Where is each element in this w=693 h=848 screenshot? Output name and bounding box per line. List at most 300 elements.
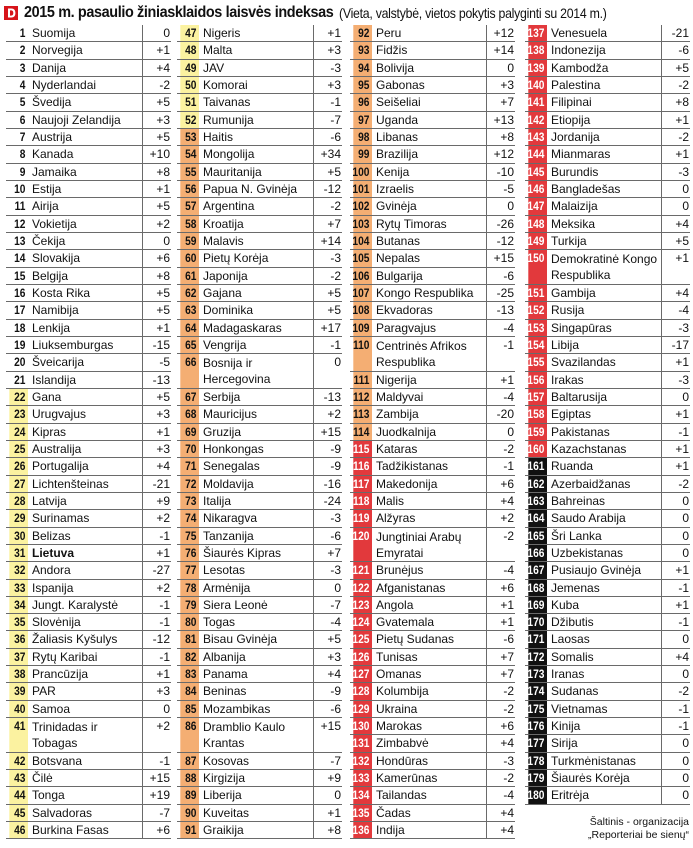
rank-cell: 101 bbox=[353, 181, 372, 197]
table-row bbox=[6, 597, 171, 614]
rank-cell: 33 bbox=[9, 580, 28, 596]
source-line-2: „Reporteriai be sienų“ bbox=[588, 828, 689, 841]
rank-change: 0 bbox=[682, 528, 689, 543]
rank-change: +1 bbox=[327, 805, 341, 820]
table-row bbox=[6, 94, 171, 111]
rank-change: +3 bbox=[156, 684, 170, 699]
country-name: Ekvadoras bbox=[372, 302, 487, 318]
rank-change: 0 bbox=[507, 424, 514, 439]
rank-cell: 127 bbox=[353, 666, 372, 682]
country-name: Somalis bbox=[547, 649, 662, 665]
country-name: Lietuva bbox=[28, 545, 143, 561]
rank-cell: 123 bbox=[353, 597, 372, 613]
rank-cell: 154 bbox=[528, 337, 547, 353]
rank-cell: 11 bbox=[9, 198, 28, 214]
rank-cell: 56 bbox=[180, 181, 199, 197]
table-row bbox=[177, 389, 342, 406]
country-name: Rytų Timoras bbox=[372, 216, 487, 232]
rank-change: +19 bbox=[149, 788, 170, 803]
country-name: Kosovas bbox=[199, 753, 314, 769]
rank-change: +2 bbox=[500, 511, 514, 526]
rank-change: +5 bbox=[156, 95, 170, 110]
rank-change: -25 bbox=[496, 285, 514, 300]
table-row bbox=[6, 285, 171, 302]
country-name: Japonija bbox=[199, 268, 314, 284]
country-name: Pusiaujo Gvinėja bbox=[547, 562, 662, 578]
rank-change: -1 bbox=[503, 459, 514, 474]
country-name: Sirija bbox=[547, 735, 662, 751]
table-row bbox=[525, 285, 690, 302]
table-row bbox=[177, 94, 342, 111]
country-name: Mauricijus bbox=[199, 406, 314, 422]
country-name: Komorai bbox=[199, 77, 314, 93]
country-name: Tonga bbox=[28, 787, 143, 803]
country-name: Urugvajus bbox=[28, 406, 143, 422]
country-name: Danija bbox=[28, 60, 143, 76]
country-name: Kongo Respublika bbox=[372, 285, 487, 301]
country-name: Burkina Fasas bbox=[28, 822, 143, 838]
country-name: Samoa bbox=[28, 701, 143, 717]
table-row bbox=[6, 216, 171, 233]
rank-change: +1 bbox=[675, 407, 689, 422]
table-row bbox=[350, 320, 515, 337]
rank-change: +4 bbox=[675, 649, 689, 664]
rank-change: -6 bbox=[503, 268, 514, 283]
country-name: Šiaurės Korėja bbox=[547, 770, 662, 786]
table-row bbox=[6, 683, 171, 700]
country-name: Kambodža bbox=[547, 60, 662, 76]
table-row bbox=[350, 822, 515, 839]
rank-change: +5 bbox=[156, 389, 170, 404]
rank-change: +2 bbox=[327, 407, 341, 422]
rank-change: -3 bbox=[330, 60, 341, 75]
rank-change: +1 bbox=[675, 441, 689, 456]
rank-cell: 95 bbox=[353, 77, 372, 93]
rank-cell: 122 bbox=[353, 580, 372, 596]
rank-change: -1 bbox=[330, 95, 341, 110]
country-name: Kipras bbox=[28, 424, 143, 440]
country-name: Turkmėnistanas bbox=[547, 753, 662, 769]
table-row bbox=[177, 822, 342, 839]
rank-change: +3 bbox=[327, 77, 341, 92]
table-row bbox=[177, 597, 342, 614]
rank-cell: 108 bbox=[353, 302, 372, 318]
rank-change: +5 bbox=[675, 60, 689, 75]
rank-cell: 140 bbox=[528, 77, 547, 93]
rank-cell: 179 bbox=[528, 770, 547, 786]
country-name: Pietų Sudanas bbox=[372, 631, 487, 647]
country-name: Gabonas bbox=[372, 77, 487, 93]
rank-cell: 68 bbox=[180, 406, 199, 422]
table-row bbox=[177, 683, 342, 700]
table-row bbox=[177, 510, 342, 527]
table-row bbox=[350, 250, 515, 267]
rank-change: +1 bbox=[675, 597, 689, 612]
rank-change: -2 bbox=[330, 199, 341, 214]
rank-cell: 112 bbox=[353, 389, 372, 405]
rank-cell: 18 bbox=[9, 320, 28, 336]
country-name: Vengrija bbox=[199, 337, 314, 353]
rank-cell: 59 bbox=[180, 233, 199, 249]
table-row bbox=[177, 406, 342, 423]
table-row bbox=[177, 129, 342, 146]
table-row bbox=[350, 476, 515, 493]
rank-cell: 17 bbox=[9, 302, 28, 318]
rank-change: -3 bbox=[330, 251, 341, 266]
rank-cell: 69 bbox=[180, 424, 199, 440]
table-row bbox=[350, 510, 515, 527]
rank-change: +2 bbox=[156, 216, 170, 231]
table-row bbox=[350, 718, 515, 735]
table-row bbox=[525, 649, 690, 666]
rank-change: +7 bbox=[327, 545, 341, 560]
country-name: Maldyvai bbox=[372, 389, 487, 405]
country-name: Kanada bbox=[28, 146, 143, 162]
rank-change: +6 bbox=[500, 580, 514, 595]
table-row bbox=[525, 25, 690, 42]
rank-cell: 15 bbox=[9, 268, 28, 284]
table-row bbox=[350, 233, 515, 250]
country-name: Kroatija bbox=[199, 216, 314, 232]
rank-cell: 155 bbox=[528, 354, 547, 370]
country-name: Bolivija bbox=[372, 60, 487, 76]
country-name: Pietų Korėja bbox=[199, 250, 314, 266]
rank-change: -3 bbox=[678, 320, 689, 335]
rank-change: -1 bbox=[159, 615, 170, 630]
rank-cell: 43 bbox=[9, 770, 28, 786]
rank-change: 0 bbox=[682, 771, 689, 786]
rank-change: -26 bbox=[496, 216, 514, 231]
table-row bbox=[6, 406, 171, 423]
country-name: Haitis bbox=[199, 129, 314, 145]
rank-cell: 96 bbox=[353, 94, 372, 110]
country-name: Bangladešas bbox=[547, 181, 662, 197]
country-name: Juodkalnija bbox=[372, 424, 487, 440]
rank-cell: 3 bbox=[9, 60, 28, 76]
rank-change: -12 bbox=[496, 233, 514, 248]
country-name: Liuksemburgas bbox=[28, 337, 143, 353]
rank-change: -17 bbox=[671, 337, 689, 352]
rank-cell: 51 bbox=[180, 94, 199, 110]
country-name: Egiptas bbox=[547, 406, 662, 422]
country-name: Hondūras bbox=[372, 753, 487, 769]
rank-change: +1 bbox=[500, 597, 514, 612]
rank-cell: 91 bbox=[180, 822, 199, 838]
country-name: Uzbekistanas bbox=[547, 545, 662, 561]
rank-cell: 25 bbox=[9, 441, 28, 457]
rank-cell: 73 bbox=[180, 493, 199, 509]
country-name: JAV bbox=[199, 60, 314, 76]
rank-cell: 90 bbox=[180, 805, 199, 821]
rank-cell: 151 bbox=[528, 285, 547, 301]
country-name: Andora bbox=[28, 562, 143, 578]
rank-change: +5 bbox=[156, 303, 170, 318]
rank-cell: 105 bbox=[353, 250, 372, 266]
rank-cell: 103 bbox=[353, 216, 372, 232]
table-row bbox=[525, 545, 690, 562]
ranking-column-4 bbox=[525, 25, 690, 805]
rank-change: 0 bbox=[682, 736, 689, 751]
country-name: Argentina bbox=[199, 198, 314, 214]
country-name: Burundis bbox=[547, 164, 662, 180]
rank-cell: 168 bbox=[528, 580, 547, 596]
table-row bbox=[177, 476, 342, 493]
table-row bbox=[350, 77, 515, 94]
rank-change: -7 bbox=[330, 753, 341, 768]
table-row bbox=[525, 718, 690, 735]
rank-change: +6 bbox=[156, 251, 170, 266]
rank-cell: 21 bbox=[9, 372, 28, 388]
rank-change: +6 bbox=[500, 719, 514, 734]
table-row bbox=[350, 424, 515, 441]
rank-change: +7 bbox=[500, 95, 514, 110]
table-row bbox=[525, 787, 690, 804]
rank-cell: 180 bbox=[528, 787, 547, 803]
rank-change: +1 bbox=[675, 147, 689, 162]
rank-change: +4 bbox=[327, 667, 341, 682]
table-row bbox=[6, 320, 171, 337]
country-name: Rytų Karibai bbox=[28, 649, 143, 665]
table-row bbox=[525, 198, 690, 215]
rank-cell: 8 bbox=[9, 146, 28, 162]
table-row bbox=[177, 631, 342, 648]
country-name: Dramblio Kaulo Krantas bbox=[199, 718, 314, 752]
rank-cell: 64 bbox=[180, 320, 199, 336]
table-row bbox=[6, 666, 171, 683]
country-name: Eritrėja bbox=[547, 787, 662, 803]
table-row bbox=[6, 787, 171, 804]
rank-change: 0 bbox=[163, 26, 170, 40]
country-name: Portugalija bbox=[28, 458, 143, 474]
table-row bbox=[350, 528, 515, 563]
rank-change: +5 bbox=[327, 303, 341, 318]
table-row bbox=[350, 631, 515, 648]
table-row bbox=[6, 198, 171, 215]
table-row bbox=[6, 129, 171, 146]
country-name: Ukraina bbox=[372, 701, 487, 717]
rank-cell: 44 bbox=[9, 787, 28, 803]
rank-cell: 93 bbox=[353, 42, 372, 58]
country-name: Sudanas bbox=[547, 683, 662, 699]
rank-cell: 165 bbox=[528, 528, 547, 544]
rank-change: +12 bbox=[493, 147, 514, 162]
rank-change: -1 bbox=[503, 337, 514, 352]
rank-change: +1 bbox=[156, 181, 170, 196]
rank-cell: 177 bbox=[528, 735, 547, 751]
table-row bbox=[177, 216, 342, 233]
rank-cell: 57 bbox=[180, 198, 199, 214]
country-name: Malta bbox=[199, 42, 314, 58]
rank-cell: 176 bbox=[528, 718, 547, 734]
country-name: Indija bbox=[372, 822, 487, 838]
table-row bbox=[177, 250, 342, 267]
table-row bbox=[525, 631, 690, 648]
rank-cell: 75 bbox=[180, 528, 199, 544]
table-row bbox=[525, 146, 690, 163]
rank-cell: 142 bbox=[528, 112, 547, 128]
rank-change: +3 bbox=[327, 43, 341, 58]
rank-cell: 13 bbox=[9, 233, 28, 249]
country-name: Butanas bbox=[372, 233, 487, 249]
rank-cell: 113 bbox=[353, 406, 372, 422]
country-name: Kamerūnas bbox=[372, 770, 487, 786]
rank-cell: 58 bbox=[180, 216, 199, 232]
table-row bbox=[6, 510, 171, 527]
rank-change: +8 bbox=[327, 823, 341, 838]
rank-change: 0 bbox=[334, 788, 341, 803]
country-name: Mozambikas bbox=[199, 701, 314, 717]
rank-change: 0 bbox=[163, 701, 170, 716]
country-name: Bahreinas bbox=[547, 493, 662, 509]
rank-change: 0 bbox=[334, 355, 341, 370]
rank-change: +15 bbox=[149, 771, 170, 786]
rank-cell: 111 bbox=[353, 372, 372, 388]
rank-cell: 65 bbox=[180, 337, 199, 353]
table-row bbox=[525, 389, 690, 406]
table-row bbox=[177, 233, 342, 250]
rank-cell: 158 bbox=[528, 406, 547, 422]
country-name: Omanas bbox=[372, 666, 487, 682]
table-row bbox=[6, 42, 171, 59]
rank-cell: 29 bbox=[9, 510, 28, 526]
rank-cell: 28 bbox=[9, 493, 28, 509]
rank-cell: 35 bbox=[9, 614, 28, 630]
rank-cell: 47 bbox=[180, 25, 199, 41]
rank-cell: 163 bbox=[528, 493, 547, 509]
table-row bbox=[350, 146, 515, 163]
rank-change: -2 bbox=[678, 684, 689, 699]
table-row bbox=[525, 666, 690, 683]
rank-change: -2 bbox=[159, 77, 170, 92]
rank-cell: 125 bbox=[353, 631, 372, 647]
header bbox=[4, 2, 690, 24]
country-name: Laosas bbox=[547, 631, 662, 647]
country-name: Kataras bbox=[372, 441, 487, 457]
table-row bbox=[525, 701, 690, 718]
rank-change: -2 bbox=[678, 77, 689, 92]
table-row bbox=[177, 805, 342, 822]
table-row bbox=[525, 406, 690, 423]
country-name: Graikija bbox=[199, 822, 314, 838]
table-row bbox=[177, 666, 342, 683]
country-name: Jungtiniai Arabų Emyratai bbox=[372, 528, 487, 562]
rank-change: +1 bbox=[327, 26, 341, 40]
table-row bbox=[350, 805, 515, 822]
country-name: Jungt. Karalystė bbox=[28, 597, 143, 613]
rank-cell: 37 bbox=[9, 649, 28, 665]
table-row bbox=[350, 666, 515, 683]
rank-change: +4 bbox=[500, 736, 514, 751]
rank-cell: 97 bbox=[353, 112, 372, 128]
table-row bbox=[350, 683, 515, 700]
table-row bbox=[6, 181, 171, 198]
country-name: Uganda bbox=[372, 112, 487, 128]
table-row bbox=[525, 753, 690, 770]
rank-cell: 159 bbox=[528, 424, 547, 440]
rank-cell: 1 bbox=[9, 25, 28, 41]
table-row bbox=[525, 181, 690, 198]
rank-change: +15 bbox=[493, 251, 514, 266]
table-row bbox=[525, 424, 690, 441]
country-name: Lenkija bbox=[28, 320, 143, 336]
table-row bbox=[525, 233, 690, 250]
table-row bbox=[350, 389, 515, 406]
country-name: Makedonija bbox=[372, 476, 487, 492]
table-row bbox=[350, 302, 515, 319]
table-row bbox=[177, 718, 342, 753]
rank-cell: 81 bbox=[180, 631, 199, 647]
rank-change: +2 bbox=[156, 511, 170, 526]
rank-cell: 150 bbox=[528, 250, 547, 284]
table-row bbox=[350, 649, 515, 666]
rank-cell: 148 bbox=[528, 216, 547, 232]
rank-cell: 156 bbox=[528, 372, 547, 388]
rank-change: -2 bbox=[503, 684, 514, 699]
rank-change: +4 bbox=[156, 459, 170, 474]
table-row bbox=[525, 562, 690, 579]
country-name: Gvinėja bbox=[372, 198, 487, 214]
country-name: Lichtenšteinas bbox=[28, 476, 143, 492]
rank-change: -21 bbox=[152, 476, 170, 491]
rank-change: 0 bbox=[682, 632, 689, 647]
rank-change: +4 bbox=[500, 805, 514, 820]
rank-cell: 152 bbox=[528, 302, 547, 318]
rank-change: +1 bbox=[500, 615, 514, 630]
rank-cell: 110 bbox=[353, 337, 372, 371]
rank-cell: 164 bbox=[528, 510, 547, 526]
country-name: PAR bbox=[28, 683, 143, 699]
rank-change: +5 bbox=[156, 285, 170, 300]
table-row bbox=[177, 337, 342, 354]
rank-cell: 129 bbox=[353, 701, 372, 717]
country-name: Filipinai bbox=[547, 94, 662, 110]
ranking-column-2 bbox=[177, 25, 342, 839]
rank-cell: 83 bbox=[180, 666, 199, 682]
country-name: Kirgizija bbox=[199, 770, 314, 786]
table-row bbox=[525, 476, 690, 493]
country-name: Svazilandas bbox=[547, 354, 662, 370]
table-row bbox=[350, 493, 515, 510]
country-name: Rumunija bbox=[199, 112, 314, 128]
table-row bbox=[350, 458, 515, 475]
country-name: Norvegija bbox=[28, 42, 143, 58]
rank-cell: 157 bbox=[528, 389, 547, 405]
rank-change: +12 bbox=[493, 26, 514, 40]
table-row bbox=[350, 562, 515, 579]
rank-change: -4 bbox=[503, 788, 514, 803]
rank-change: -4 bbox=[503, 389, 514, 404]
rank-change: +4 bbox=[500, 823, 514, 838]
rank-cell: 136 bbox=[353, 822, 372, 838]
rank-change: +5 bbox=[327, 285, 341, 300]
country-name: Panama bbox=[199, 666, 314, 682]
rank-change: 0 bbox=[334, 580, 341, 595]
rank-cell: 40 bbox=[9, 701, 28, 717]
country-name: Togas bbox=[199, 614, 314, 630]
rank-cell: 119 bbox=[353, 510, 372, 526]
country-name: Seišeliai bbox=[372, 94, 487, 110]
country-name: Tadžikistanas bbox=[372, 458, 487, 474]
country-name: Palestina bbox=[547, 77, 662, 93]
table-row bbox=[6, 268, 171, 285]
rank-cell: 78 bbox=[180, 580, 199, 596]
rank-cell: 130 bbox=[353, 718, 372, 734]
table-row bbox=[177, 60, 342, 77]
table-row bbox=[6, 528, 171, 545]
rank-change: +1 bbox=[156, 424, 170, 439]
logo-icon bbox=[4, 6, 18, 20]
table-row bbox=[6, 493, 171, 510]
